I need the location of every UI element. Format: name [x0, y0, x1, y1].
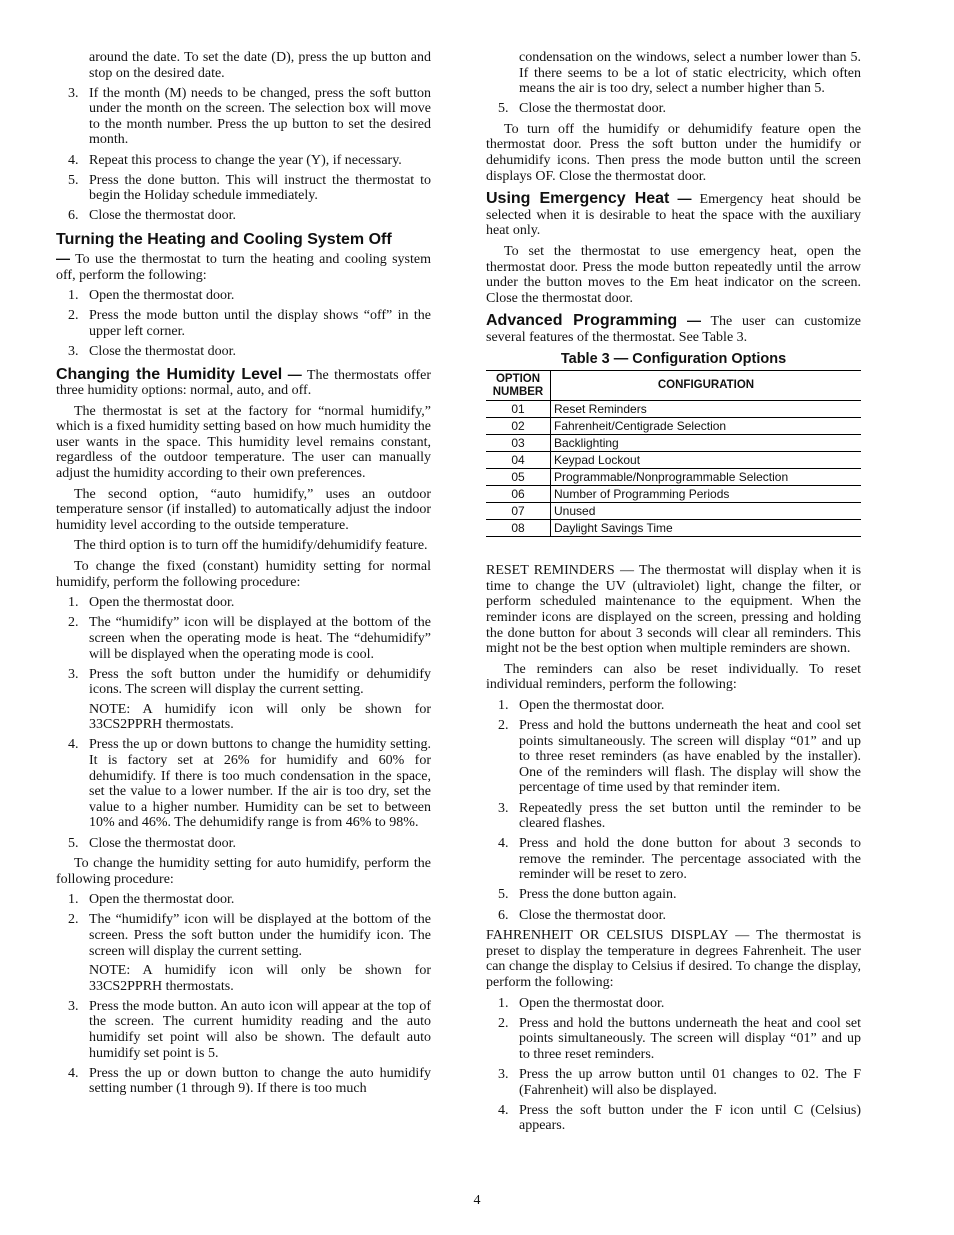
table-title: Table 3 — Configuration Options: [560, 350, 787, 367]
list-item-number: 3.: [498, 1066, 509, 1082]
list-item: [56, 50, 431, 81]
table-row: [486, 520, 861, 537]
configuration-table: [486, 370, 861, 537]
list-item-text: The “humidify” icon will be displayed at the bottom of the screen. Press the soft button under the humidify icon. The screen will display the current setting.: [89, 912, 431, 959]
reset-reminders-steps: [486, 698, 861, 923]
list-item-text: Press and hold the buttons underneath the heat and cool set points simultaneously. The screen will display “01” and up to three reset reminders (as have enabled by the installer). One of the reminders will flash. The display will show the percentage of time used by that reminder item.: [519, 718, 861, 796]
right-column: [486, 50, 861, 1139]
section-heading-turning-off: Turning the Heating and Cooling System Off: [56, 230, 392, 248]
list-item: [486, 718, 861, 796]
list-item: [56, 86, 431, 148]
list-item-number: 4.: [498, 836, 509, 852]
list-item: [56, 737, 431, 831]
configuration-cell: Number of Programming Periods: [551, 486, 862, 503]
list-item-number: 1.: [498, 995, 509, 1011]
list-item: [56, 667, 431, 733]
holiday-steps-continued: [56, 50, 431, 224]
list-item-text: Repeatedly press the set button until the reminder to be cleared flashes.: [519, 800, 861, 832]
list-item-text: The “humidify” icon will be displayed at the bottom of the screen when the operating mode is heat. The “dehumidify” will be displayed when the operating mode is cool.: [89, 615, 431, 662]
list-item-number: 1.: [68, 288, 79, 304]
list-item-text: condensation on the windows, select a number lower than 5. If there seems to be a lot of static electricity, which often means the air is too dry, select a number higher than 5.: [519, 50, 861, 97]
table-header-option-number: OPTION NUMBER: [486, 371, 551, 401]
list-item: [56, 892, 431, 908]
list-item: [56, 1066, 431, 1097]
table-row: [486, 418, 861, 435]
list-item-number: 3.: [68, 343, 79, 359]
list-item-text: Open the thermostat door.: [519, 995, 665, 1011]
list-item: [56, 153, 431, 169]
list-item-number: 5.: [68, 172, 79, 188]
left-column: [56, 50, 431, 1102]
list-item-number: 4.: [498, 1102, 509, 1118]
option-number-cell: 06: [486, 486, 551, 503]
list-item: [56, 999, 431, 1061]
list-item-number: 5.: [498, 887, 509, 903]
table-row: [486, 469, 861, 486]
list-item-number: 3.: [68, 998, 79, 1014]
configuration-cell: Backlighting: [551, 435, 862, 452]
list-item: [486, 50, 861, 97]
list-item-number: 3.: [68, 85, 79, 101]
table-row: [486, 503, 861, 520]
list-item: [56, 288, 431, 304]
option-number-cell: 08: [486, 520, 551, 537]
list-item-number: 6.: [498, 907, 509, 923]
humidity-para-1: The thermostat is set at the factory for “normal humidify,” which is a fixed humidity setting based on how much humidity the user wants in the space. This humidity level remains constant, regardless of the outdoor temperature. The user can manually adjust the humidity according to their own preferences.: [56, 403, 431, 482]
list-item-text: Open the thermostat door.: [89, 892, 235, 908]
list-item-note: NOTE: A humidify icon will only be shown for 33CS2PPRH thermostats.: [89, 963, 431, 994]
list-item-number: 1.: [68, 892, 79, 908]
list-item-text: Close the thermostat door.: [89, 343, 236, 359]
list-item-text: Press the soft button under the humidify or dehumidify icons. The screen will display the current setting.: [89, 666, 431, 698]
fahrenheit-steps: [486, 996, 861, 1134]
configuration-cell: Keypad Lockout: [551, 452, 862, 469]
reset-reminders-para-1: The reminders can also be reset individually. To reset individual reminders, perform the following:: [486, 661, 861, 693]
humidity-para-2: The second option, “auto humidify,” uses an outdoor temperature sensor (if installed) to automatically adjust the indoor humidity level according to the outside temperature.: [56, 486, 431, 533]
list-item: [56, 344, 431, 360]
list-item: [486, 698, 861, 714]
list-item: [486, 887, 861, 903]
list-item-number: 2.: [68, 912, 79, 928]
list-item-number: 6.: [68, 208, 79, 224]
table-row: [486, 452, 861, 469]
list-item-number: 5.: [68, 835, 79, 851]
auto-humidity-steps: [56, 892, 431, 1097]
list-item-text: Close the thermostat door.: [89, 208, 236, 224]
list-item: [56, 208, 431, 224]
list-item-text: Press the mode button. An auto icon will appear at the top of the screen. The current humidity reading and the auto humidify set point will also be shown. The default auto humidify set point is 5.: [89, 998, 431, 1061]
list-item: [486, 996, 861, 1012]
configuration-cell: Unused: [551, 503, 862, 520]
list-item-text: around the date. To set the date (D), press the up button and stop on the desired date.: [89, 50, 431, 81]
list-item-number: 4.: [68, 737, 79, 753]
list-item-number: 2.: [68, 615, 79, 631]
table-header-row: [486, 371, 861, 401]
list-item: [486, 908, 861, 924]
list-item-text: Press the done button again.: [519, 887, 677, 903]
list-item-number: 2.: [498, 718, 509, 734]
page-number: 4: [473, 1193, 481, 1208]
list-item-text: Press and hold the done button for about 3 seconds to remove the reminder. The percentage associated with the reminder will be reset to zero.: [519, 836, 861, 883]
humidity-para-4: To change the fixed (constant) humidity setting for normal humidify, perform the following procedure:: [56, 559, 431, 590]
list-item: [486, 801, 861, 832]
configuration-cell: Reset Reminders: [551, 401, 862, 418]
list-item-text: Press the soft button under the F icon until C (Celsius) appears.: [519, 1102, 861, 1134]
list-item-text: Press the up or down buttons to change the humidity setting. It is factory set at 26% for humidify and 60% for dehumidify. If there is too much condensation in the space, set the value to a lower number. If the air is too dry, set the value to a higher number. Humidity can be set to between 10% and 46%. The dehumidify range is from 46% to 98%.: [89, 737, 431, 831]
humidity-lead: Changing the Humidity Level — The thermostats offer three humidity options: normal, auto, and off.: [56, 365, 432, 399]
table-row: [486, 486, 861, 503]
configuration-cell: Fahrenheit/Centigrade Selection: [551, 418, 862, 435]
list-item: [486, 1103, 861, 1134]
list-item: [56, 173, 431, 204]
auto-humidity-steps-continued: [486, 50, 861, 117]
option-number-cell: 01: [486, 401, 551, 418]
list-item-number: 2.: [498, 1015, 509, 1031]
list-item: [56, 912, 431, 994]
list-item: [486, 101, 861, 117]
table-row: [486, 435, 861, 452]
list-item-number: 3.: [498, 800, 509, 816]
list-item-text: Press the mode button until the display shows “off” in the upper left corner.: [89, 308, 431, 339]
list-item-text: Press and hold the buttons underneath the heat and cool set points simultaneously. The screen will display “01” and up to three reset reminders.: [519, 1015, 861, 1062]
list-item: [56, 615, 431, 662]
fahrenheit-lead: FAHRENHEIT OR CELSIUS DISPLAY — The thermostat is preset to display the temperature in degrees Fahrenheit. The user can change the display to Celsius if desired. To change the display, perform the following:: [486, 928, 862, 990]
list-item-text: If the month (M) needs to be changed, press the soft button under the month on the screen. The selection box will move to the month number. Press the up button to set the desired month.: [89, 85, 431, 148]
list-item-text: Press the up arrow button until 01 changes to 02. The F (Fahrenheit) will also be displayed.: [519, 1066, 861, 1098]
option-number-cell: 05: [486, 469, 551, 486]
fixed-humidity-steps: [56, 595, 431, 851]
list-item-number: 1.: [68, 595, 79, 611]
configuration-cell: Daylight Savings Time: [551, 520, 862, 537]
table-row: [486, 401, 861, 418]
list-item-number: 4.: [68, 1065, 79, 1081]
list-item: [56, 836, 431, 852]
list-item-number: 3.: [68, 666, 79, 682]
reset-reminders-lead: RESET REMINDERS — The thermostat will display when it is time to change the UV (ultraviolet) light, change the filter, or perform scheduled maintenance to the equipment. When the reminder icons are displayed on the screen, pressing and holding the done button for about 3 seconds will clear all reminders. This might not be the best option when multiple reminders are shown.: [486, 563, 862, 657]
list-item: [56, 595, 431, 611]
turning-off-lead: — To use the thermostat to turn the heating and cooling system off, perform the following:: [56, 249, 431, 283]
option-number-cell: 03: [486, 435, 551, 452]
configuration-cell: Programmable/Nonprogrammable Selection: [551, 469, 862, 486]
list-item-text: Open the thermostat door.: [89, 595, 235, 611]
emergency-para-1: To set the thermostat to use emergency heat, open the thermostat door. Press the mode button repeatedly until the arrow under the button moves to the Em heat indicator on the screen. Close the thermostat door.: [486, 244, 861, 306]
list-item-text: Open the thermostat door.: [519, 697, 665, 713]
humidity-para-3: The third option is to turn off the humidify/dehumidify feature.: [74, 538, 428, 554]
list-item-text: Close the thermostat door.: [519, 101, 666, 117]
list-item: [486, 1016, 861, 1063]
humidity-para-5: To change the humidity setting for auto humidify, perform the following procedure:: [56, 856, 431, 887]
turning-off-steps: [56, 288, 431, 359]
list-item-number: 2.: [68, 308, 79, 324]
list-item-number: 5.: [498, 101, 509, 117]
list-item-text: Close the thermostat door.: [89, 835, 236, 851]
list-item-note: NOTE: A humidify icon will only be shown for 33CS2PPRH thermostats.: [89, 701, 431, 733]
list-item-number: 4.: [68, 152, 79, 168]
list-item-text: Press the up or down button to change the auto humidify setting number (1 through 9). If there is too much: [89, 1065, 431, 1097]
option-number-cell: 02: [486, 418, 551, 435]
list-item: [486, 836, 861, 883]
option-number-cell: 07: [486, 503, 551, 520]
list-item-text: Repeat this process to change the year (Y), if necessary.: [89, 152, 402, 168]
turn-off-humidify-para: To turn off the humidify or dehumidify feature open the thermostat door. Press the soft button under the humidify or dehumidify icons. Then press the mode button until the screen displays OF. Close the thermostat door.: [486, 121, 861, 184]
list-item-text: Open the thermostat door.: [89, 288, 235, 304]
list-item-number: 1.: [498, 697, 509, 713]
list-item: [56, 308, 431, 339]
table-header-configuration: CONFIGURATION: [551, 371, 862, 401]
option-number-cell: 04: [486, 452, 551, 469]
list-item-text: Close the thermostat door.: [519, 907, 666, 923]
emergency-lead: Using Emergency Heat — Emergency heat should be selected when it is desirable to heat the space with the auxiliary heat only.: [486, 190, 862, 239]
list-item: [486, 1067, 861, 1098]
list-item-text: Press the done button. This will instruct the thermostat to begin the Holiday schedule immediately.: [89, 172, 431, 204]
advanced-lead: Advanced Programming — The user can customize several features of the thermostat. See Table 3.: [486, 312, 862, 345]
